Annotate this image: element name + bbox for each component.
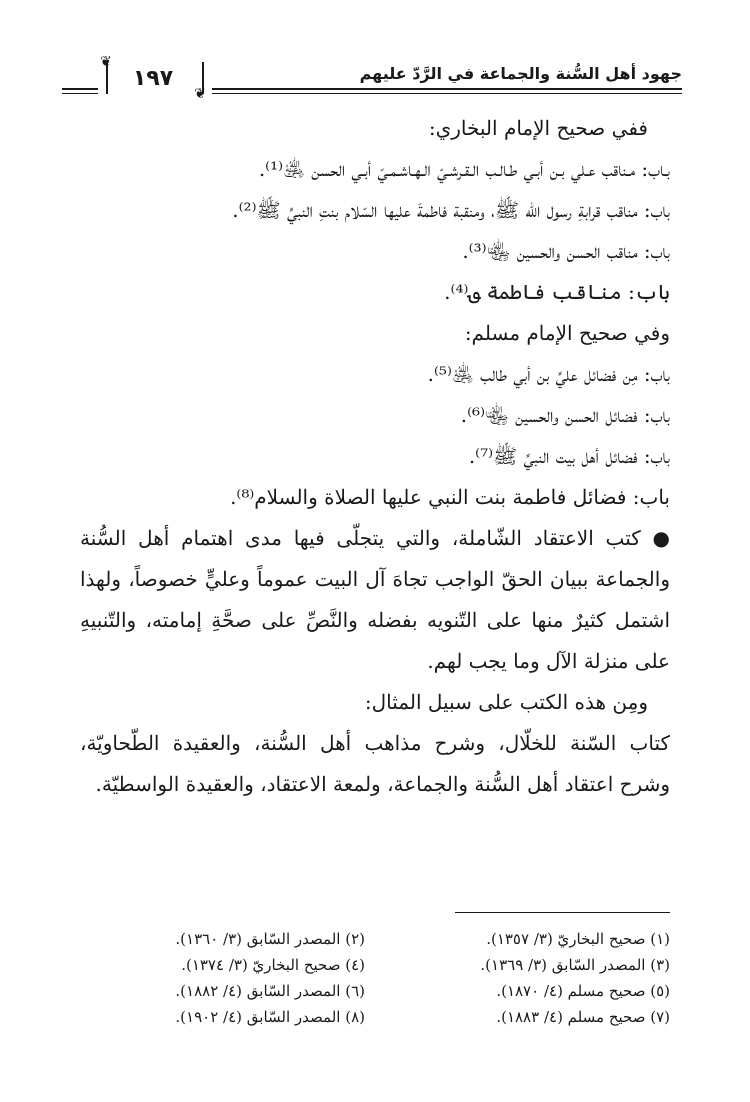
running-title: جهود أهل السُّنة والجماعة في الرَّدّ عليهم — [359, 64, 682, 83]
header-rule-left-thin — [62, 93, 98, 94]
ornament-icon: ❦ — [194, 86, 206, 102]
footnote-3: (٣) المصدر السّابق (٣/ ١٣٦٩). — [480, 956, 670, 974]
page-header — [62, 56, 682, 104]
ornament-icon: ❦ — [100, 54, 112, 70]
bukhari-item-2: باب: مناقب قرابةِ رسول الله ﷺ، ومنقبة فاطمةَ عليها السّلام بنتِ النبيِّ ﷺ⁽²⁾. — [232, 198, 670, 222]
muslim-item-4: باب: فضائل فاطمة بنت النبي عليها الصلاة والسلام⁽⁸⁾. — [230, 485, 670, 509]
footnote-separator — [455, 912, 670, 913]
footnotes — [100, 926, 670, 1030]
bukhari-intro: ففي صحيح الإمام البخاري: — [428, 116, 648, 140]
bukhari-item-4: باب: مناقب فاطمة ؈⁽⁴⁾. — [444, 280, 670, 304]
footnote-7: (٧) صحيح مسلم (٤/ ١٨٨٣). — [496, 1008, 670, 1026]
header-rule-top — [212, 88, 682, 90]
muslim-intro: وفي صحيح الإمام مسلم: — [464, 321, 670, 345]
aqida-paragraph: ● كتب الاعتقاد الشّاملة، والتي يتجلّى فيها مدى اهتمام أهل السُّنة والجماعة ببيان الحقّ الواجب تجاهَ آل البيت عموماً وعليٍّ خصوصاً، ولهذا اشتمل كثيرٌ منها على التّنويه بفضله والنَّصِّ على صحَّةِ إمامته، والتّنبيهِ على منزلة الآل وما يجب لهم. — [80, 526, 670, 673]
footnote-8: (٨) المصدر السّابق (٤/ ١٩٠٢). — [175, 1008, 365, 1026]
bukhari-item-3: باب: مناقب الحسن والحسين ﵄⁽³⁾. — [462, 239, 670, 263]
muslim-item-3: باب: فضائل أهل بيت النبيِّ ﷺ⁽⁷⁾. — [468, 444, 670, 468]
header-rule-left — [62, 88, 98, 90]
footnote-2: (٢) المصدر السّابق (٣/ ١٣٦٠). — [175, 930, 365, 948]
bukhari-item-1: بـاب: مـناقب عـلي بـن أبـي طـالـب الـقـرشـيّ الـهـاشـمـيّ أبـي الحسن ﵁⁽¹⁾. — [258, 157, 670, 181]
page-number-frame — [98, 56, 208, 100]
footnote-5: (٥) صحيح مسلم (٤/ ١٨٧٠). — [496, 982, 670, 1000]
muslim-item-1: باب: مِن فضائل عليِّ بن أبي طالب ﵁⁽⁵⁾. — [427, 362, 670, 386]
main-text — [80, 108, 670, 805]
books-paragraph: كتاب السّنة للخلّال، وشرح مذاهب أهل السُّنة، والعقيدة الطّحاويّة، وشرح اعتقاد أهل السُّنة والجماعة، ولمعة الاعتقاد، والعقيدة الواسطيّة. — [80, 731, 670, 796]
page-number: ١٩٧ — [132, 66, 174, 91]
footnote-1: (١) صحيح البخاريّ (٣/ ١٣٥٧). — [486, 930, 670, 948]
footnote-6: (٦) المصدر السّابق (٤/ ١٨٨٢). — [175, 982, 365, 1000]
header-rule-bottom — [212, 93, 682, 94]
examples-intro: ومِن هذه الكتب على سبيل المثال: — [364, 690, 648, 714]
footnote-4: (٤) صحيح البخاريّ (٣/ ١٣٧٤). — [181, 956, 365, 974]
muslim-item-2: باب: فضائل الحسن والحسين ﵄⁽⁶⁾. — [460, 403, 670, 427]
